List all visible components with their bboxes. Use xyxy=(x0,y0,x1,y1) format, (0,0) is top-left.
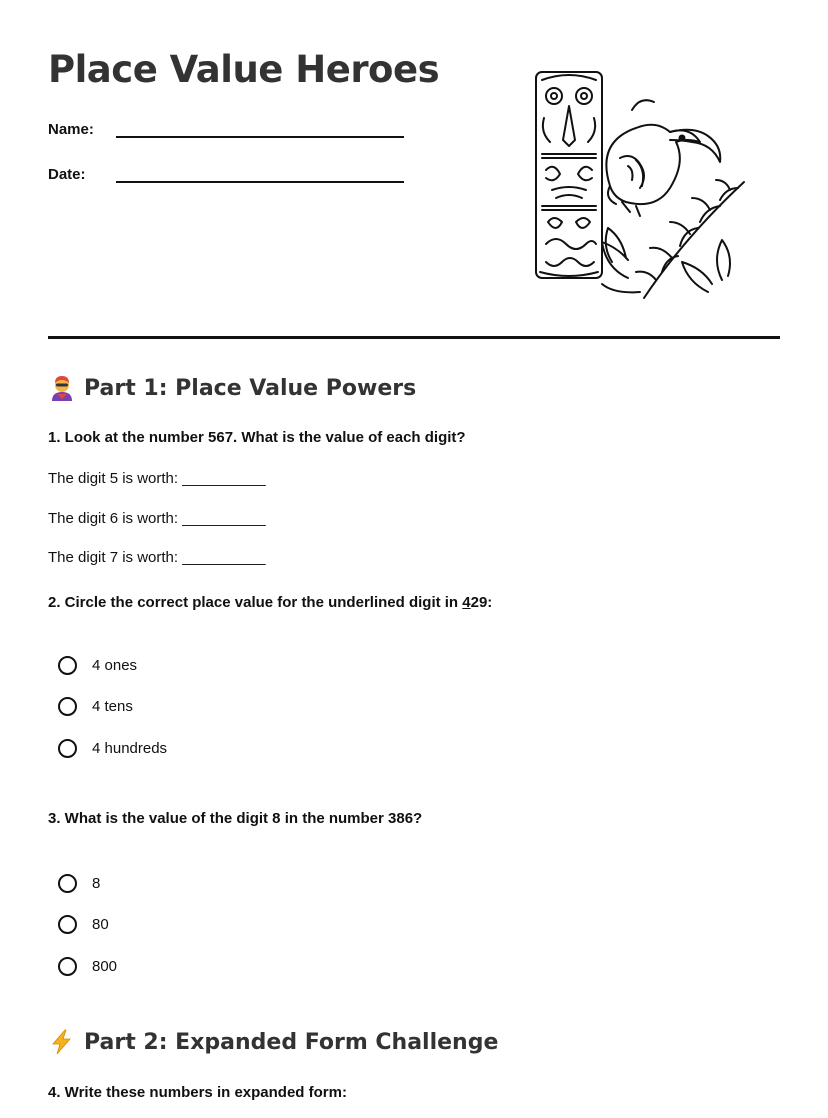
radio-circle-icon[interactable] xyxy=(58,697,77,716)
bird-icon xyxy=(606,125,700,204)
q3-option-8[interactable] xyxy=(58,874,100,893)
superhero-icon xyxy=(48,374,76,402)
answer-line-digit-7[interactable]: The digit 7 is worth: __________ xyxy=(48,549,266,566)
q3-option-800[interactable] xyxy=(58,957,117,976)
question-3: 3. What is the value of the digit 8 in the number 386? xyxy=(48,810,423,827)
answer-line-digit-6[interactable]: The digit 6 is worth: __________ xyxy=(48,510,266,527)
q3-option-80[interactable] xyxy=(58,915,109,934)
option-label: 4 ones xyxy=(92,657,138,674)
radio-circle-icon[interactable] xyxy=(58,874,77,893)
part1-title: Part 1: Place Value Powers xyxy=(84,375,417,401)
radio-circle-icon[interactable] xyxy=(58,739,77,758)
section-divider xyxy=(48,336,780,339)
option-label: 8 xyxy=(92,875,101,892)
option-label: 4 tens xyxy=(92,698,133,715)
question-4: 4. Write these numbers in expanded form: xyxy=(48,1084,347,1101)
radio-circle-icon[interactable] xyxy=(58,656,77,675)
option-label: 80 xyxy=(92,916,109,933)
date-label: Date: xyxy=(48,166,86,183)
totem-bird-fern-illustration xyxy=(532,66,752,302)
date-field-row xyxy=(48,163,404,183)
question-2 xyxy=(48,594,492,611)
q2-option-hundreds[interactable] xyxy=(58,739,167,758)
option-label: 4 hundreds xyxy=(92,740,168,757)
part2-title: Part 2: Expanded Form Challenge xyxy=(84,1029,499,1055)
page-title: Place Value Heroes xyxy=(48,48,440,91)
question-1: 1. Look at the number 567. What is the value of each digit? xyxy=(48,429,466,446)
name-field-row xyxy=(48,118,404,138)
radio-circle-icon[interactable] xyxy=(58,915,77,934)
option-label: 800 xyxy=(92,958,118,975)
name-input-line[interactable] xyxy=(116,118,404,138)
underlined-digit: 4 xyxy=(462,594,471,611)
q2-option-ones[interactable] xyxy=(58,656,137,675)
date-input-line[interactable] xyxy=(116,163,404,183)
question-2-suffix: 29: xyxy=(470,594,493,611)
part2-heading xyxy=(48,1028,498,1056)
radio-circle-icon[interactable] xyxy=(58,957,77,976)
name-label: Name: xyxy=(48,121,94,138)
answer-line-digit-5[interactable]: The digit 5 is worth: __________ xyxy=(48,470,266,487)
part1-heading xyxy=(48,374,416,402)
lightning-icon xyxy=(48,1028,76,1056)
question-2-prefix: 2. Circle the correct place value for the underlined digit in xyxy=(48,594,463,611)
q2-option-tens[interactable] xyxy=(58,697,133,716)
